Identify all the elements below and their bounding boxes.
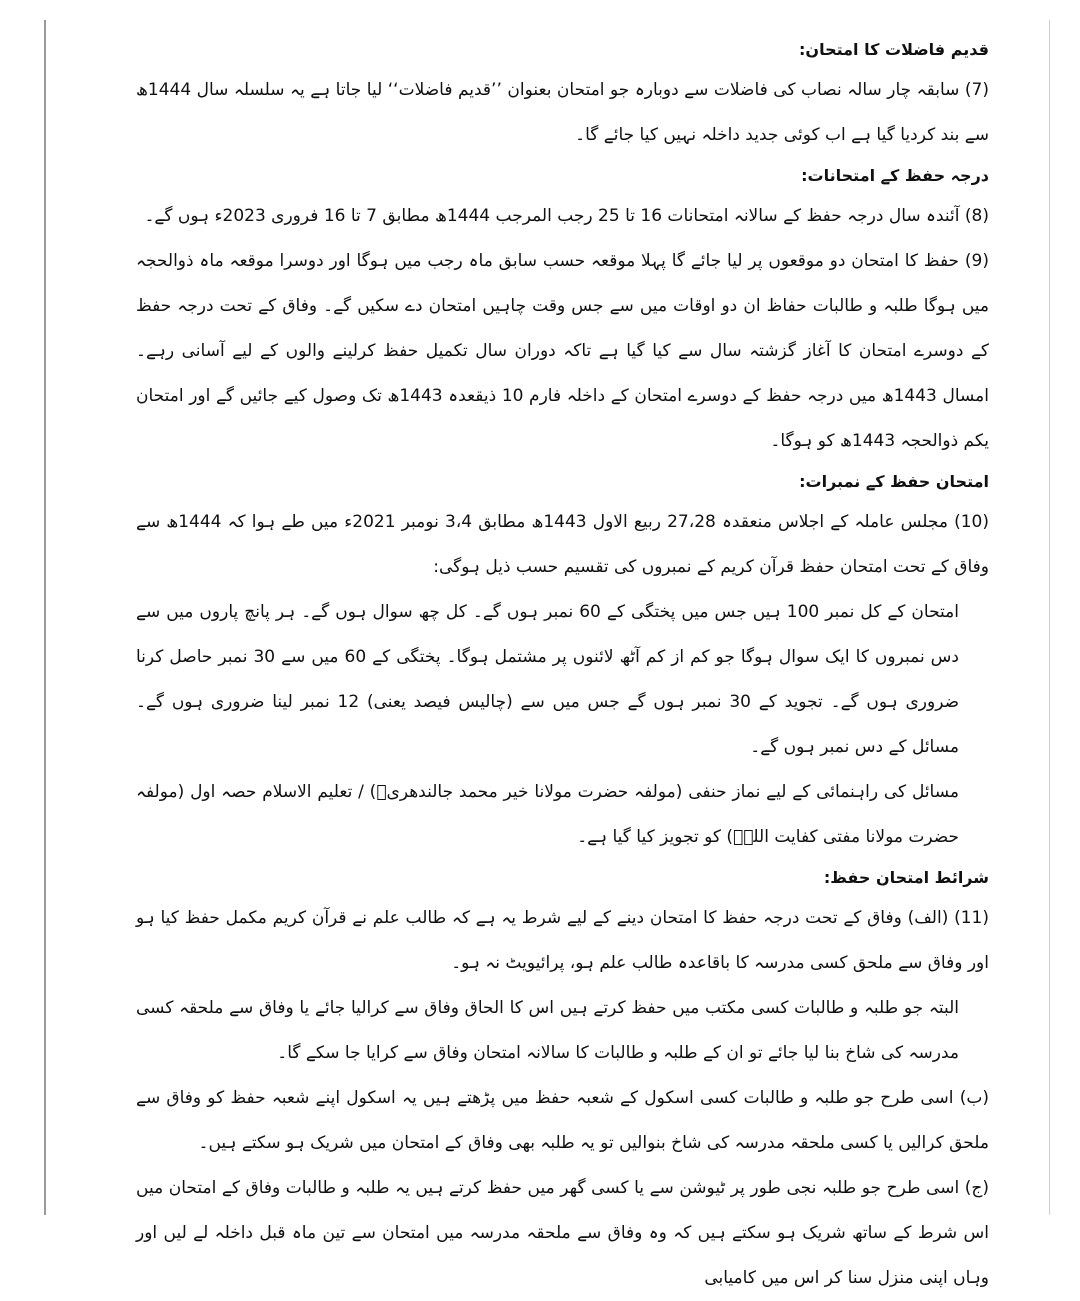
paragraph-masail-guidance: مسائل کی راہنمائی کے لیے نماز حنفی (مولفہ حضرت مولانا خیر محمد جالندھریؒ) / تعلیم الاسلام حصہ اول (مولفہ حضرت مولانا مفتی کفایت اللہؒ) کو تجویز کیا گیا ہے۔	[136, 782, 959, 847]
paragraph-9: (9) حفظ کا امتحان دو موقعوں پر لیا جائے گا پہلا موقعہ حسب سابق ماہ رجب میں ہوگا اور دوسرا موقعہ ماہ ذوالحجہ میں ہوگا طلبہ و طالبات حفاظ ان دو اوقات میں سے جس وقت چاہیں امتحان دے سکیں گے۔ وفاق کے تحت درجہ حفظ کے دوسرے امتحان کا آغاز گزشتہ سال سے کیا گیا ہے تاکہ دوران سال تکمیل حفظ کرلینے والوں کے لیے آسانی رہے۔ امسال 1443ھ میں درجہ حفظ کے دوسرے امتحان کے داخلہ فارم 10 ذیقعدہ 1443ھ تک وصول کیے جائیں گے اور امتحان یکم ذوالحجہ 1443ھ کو ہوگا۔	[136, 251, 989, 451]
paragraph-8: (8) آئندہ سال درجہ حفظ کے سالانہ امتحانات 16 تا 25 رجب المرجب 1444ھ مطابق 7 تا 16 فروری 2023ء ہوں گے۔	[144, 206, 989, 226]
paragraph-marks-distribution: امتحان کے کل نمبر 100 ہیں جس میں پختگی کے 60 نمبر ہوں گے۔ کل چھ سوال ہوں گے۔ ہر پانچ پاروں میں سے دس نمبروں کا ایک سوال ہوگا جو کم از کم آٹھ لائنوں پر مشتمل ہوگا۔ پختگی کے 60 میں سے 30 نمبر حاصل کرنا ضروری ہوں گے۔ تجوید کے 30 نمبر ہوں گے جس میں سے (چالیس فیصد یعنی) 12 نمبر لینا ضروری ہوں گے۔ مسائل کے دس نمبر ہوں گے۔	[136, 602, 960, 757]
document-body	[136, 32, 989, 1301]
paragraph-11-bay: (ب) اسی طرح جو طلبہ و طالبات کسی اسکول کے شعبہ حفظ میں پڑھتے ہیں یہ اسکول اپنے شعبہ حفظ کو وفاق سے ملحق کرالیں یا کسی ملحقہ مدرسہ کی شاخ بنوالیں تو یہ طلبہ بھی وفاق کے امتحان میں شریک ہو سکتے ہیں۔	[136, 1088, 989, 1153]
paragraph-11-alif: (11) (الف) وفاق کے تحت درجہ حفظ کا امتحان دینے کے لیے شرط یہ ہے کہ طالب علم نے قرآن کریم مکمل حفظ کیا ہو اور وفاق سے ملحق کسی مدرسہ کا باقاعدہ طالب علم ہو، پرائیویٹ نہ ہو۔	[136, 908, 989, 973]
paragraph-10: (10) مجلس عاملہ کے اجلاس منعقدہ 27،28 ربیع الاول 1443ھ مطابق 3،4 نومبر 2021ء میں طے ہوا کہ 1444ھ سے وفاق کے تحت امتحان حفظ قرآن کریم کے نمبروں کی تقسیم حسب ذیل ہوگی:	[136, 512, 990, 577]
heading-hifz-exams: درجہ حفظ کے امتحانات:	[801, 166, 989, 185]
heading-hifz-marks: امتحان حفظ کے نمبرات:	[799, 472, 989, 491]
paragraph-7: (7) سابقہ چار سالہ نصاب کی فاضلات سے دوبارہ جو امتحان بعنوان ’’قدیم فاضلات‘‘ لیا جاتا ہے یہ سلسلہ سال 1444ھ سے بند کردیا گیا ہے اب کوئی جدید داخلہ نہیں کیا جائے گا۔	[136, 80, 989, 145]
heading-qadeem-fazilat: قدیم فاضلات کا امتحان:	[799, 40, 989, 59]
heading-hifz-conditions: شرائط امتحان حفظ:	[823, 868, 989, 887]
paragraph-maktab-affiliation: البتہ جو طلبہ و طالبات کسی مکتب میں حفظ کرتے ہیں اس کا الحاق وفاق سے کرالیا جائے یا وفاق سے ملحقہ کسی مدرسہ کی شاخ بنا لیا جائے تو ان کے طلبہ و طالبات کا سالانہ امتحان وفاق سے کرایا جا سکے گا۔	[136, 998, 959, 1063]
paragraph-11-jeem: (ج) اسی طرح جو طلبہ نجی طور پر ٹیوشن سے یا کسی گھر میں حفظ کرتے ہیں یہ طلبہ و طالبات وفاق کے امتحان میں اس شرط کے ساتھ شریک ہو سکتے ہیں کہ وہ وفاق سے ملحقہ مدرسہ میں امتحان سے تین ماہ قبل داخلہ لے لیں اور وہاں اپنی منزل سنا کر اس میں کامیابی	[136, 1178, 989, 1288]
document-sheet	[44, 20, 1050, 1288]
